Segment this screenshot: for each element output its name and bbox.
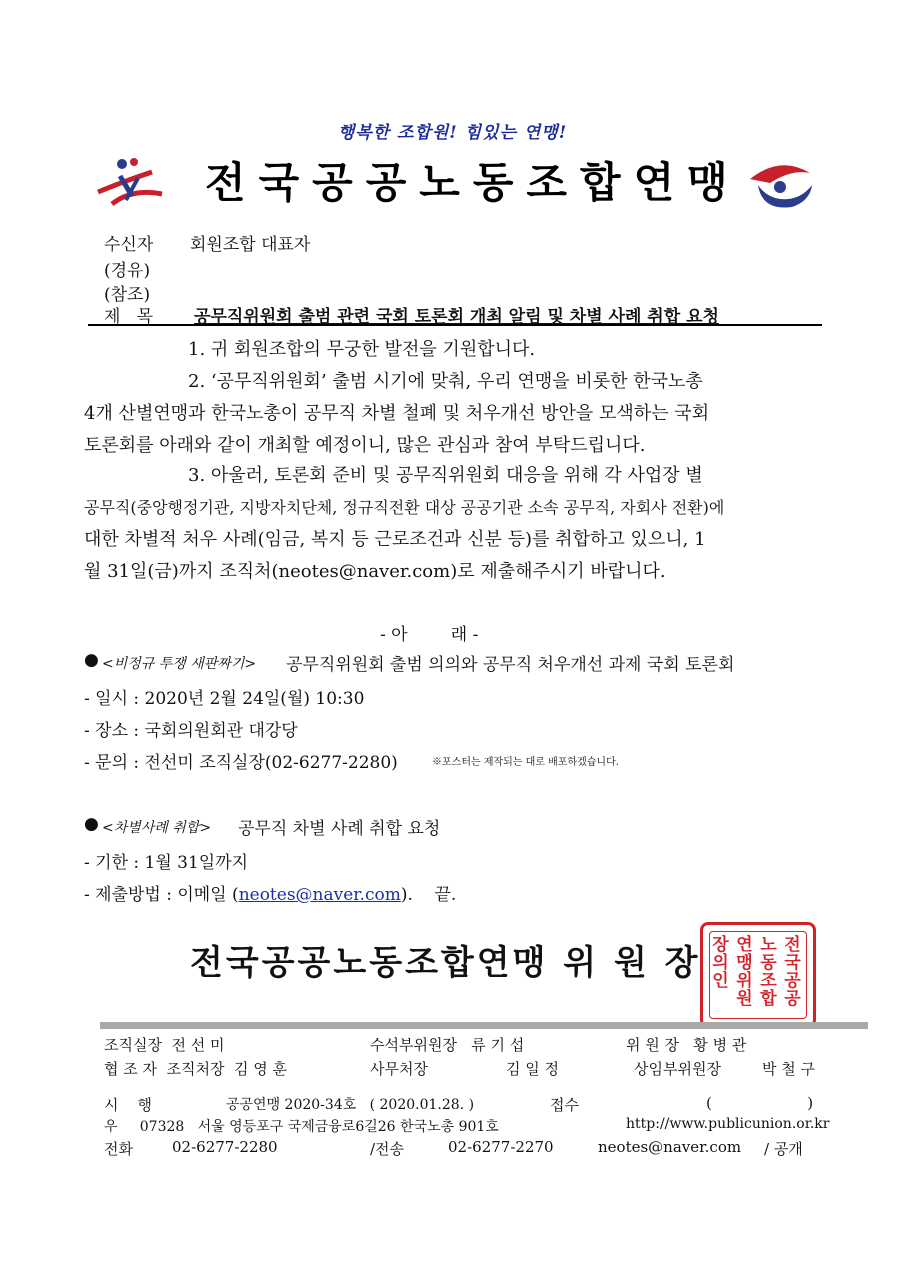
footer-disclosure: / 공개 <box>764 1140 803 1158</box>
union-logo-right-icon <box>740 155 820 215</box>
footer-standing-vice-name: 박 철 구 <box>762 1060 816 1078</box>
method-prefix: - 제출방법 : 이메일 ( <box>84 885 239 905</box>
footer-phone: 02-6277-2280 <box>172 1138 278 1156</box>
event-contact: - 문의 : 전선미 조직실장(02-6277-2280) <box>84 753 398 773</box>
footer-vice-chair: 수석부위원장 류 기 섭 <box>370 1036 525 1054</box>
recipient-value: 회원조합 대표자 <box>190 235 311 255</box>
footer-email[interactable]: neotes@naver.com <box>598 1138 742 1156</box>
section1-bullet: ● <box>84 650 99 670</box>
poster-note: ※포스터는 제작되는 대로 배포하겠습니다. <box>432 757 619 768</box>
subject-label: 제 목 <box>104 307 154 327</box>
email-link[interactable]: neotes@naver.com <box>238 885 401 905</box>
recipient-label: 수신자 <box>104 235 154 255</box>
subject-value: 공무직위원회 출범 관련 국회 토론회 개최 알림 및 차별 사례 취합 요청 <box>194 307 719 327</box>
section2-title: 공무직 차별 사례 취합 요청 <box>238 819 441 839</box>
seal-text: 전국공공 <box>780 935 800 1007</box>
footer-secretary-title: 사무처장 <box>370 1060 428 1078</box>
paragraph-1: 1. 귀 회원조합의 무궁한 발전을 기원합니다. <box>188 339 536 360</box>
submission-method <box>84 880 456 905</box>
seal-text: 노동조합 <box>756 935 776 1007</box>
footer-fax: 02-6277-2270 <box>448 1138 554 1156</box>
footer-phone-label: 전화 <box>104 1140 133 1158</box>
via-label: (경유) <box>104 261 151 281</box>
paragraph-2-line: 2. ‘공무직위원회’ 출범 시기에 맞춰, 우리 연맹을 비롯한 한국노총 <box>188 371 703 392</box>
footer-receipt-label: 접수 <box>550 1096 579 1114</box>
signature: 전국공공노동조합연맹 위 원 장 <box>190 943 701 983</box>
footer-website[interactable]: http://www.publicunion.or.kr <box>626 1116 830 1132</box>
footer-chair: 위 원 장 황 병 관 <box>626 1036 747 1054</box>
official-seal <box>700 922 816 1028</box>
paragraph-3-line: 월 31일(금)까지 조직처(neotes@naver.com)로 제출해주시기 바랍니다. <box>84 561 666 582</box>
section2-tag: <차별사례 취합> <box>102 820 212 836</box>
org-title: 전국공공노동조합연맹 <box>205 158 741 207</box>
seal-text: 장의인 <box>708 935 728 989</box>
footer-divider <box>100 1022 868 1029</box>
section2-bullet: ● <box>84 814 99 834</box>
footer-issue-label: 시 행 <box>104 1096 153 1114</box>
notice-heading: - 아 래 - <box>380 625 479 645</box>
footer-cooperator: 협 조 자 조직처장 김 영 훈 <box>104 1060 288 1078</box>
footer-receipt-value: ( ) <box>706 1094 814 1112</box>
deadline: - 기한 : 1월 31일까지 <box>84 853 249 873</box>
paragraph-3-line: 3. 아울러, 토론회 준비 및 공무직위원회 대응을 위해 각 사업장 별 <box>188 465 703 486</box>
footer-secretary-name: 김 일 정 <box>506 1060 560 1078</box>
section1-tag: <비정규 투쟁 새판짜기> <box>102 656 257 672</box>
event-place: - 장소 : 국회의원회관 대강당 <box>84 721 298 741</box>
paragraph-2-line: 토론회를 아래와 같이 개최할 예정이니, 많은 관심과 참여 부탁드립니다. <box>84 435 646 456</box>
paragraph-2-line: 4개 산별연맹과 한국노총이 공무직 차별 철폐 및 처우개선 방안을 모색하는 국회 <box>84 403 710 424</box>
footer-issue-number: 공공연맹 2020-34호 ( 2020.01.28. ) <box>226 1097 475 1113</box>
union-logo-left-icon <box>92 152 170 212</box>
event-date: - 일시 : 2020년 2월 24일(월) 10:30 <box>84 689 365 709</box>
method-suffix: ). 끝. <box>400 885 457 905</box>
paragraph-3-line: 대한 차별적 처우 사례(임금, 복지 등 근로조건과 신분 등)를 취합하고 있으니, 1 <box>84 529 706 550</box>
slogan: 행복한 조합원! 힘있는 연맹! <box>337 123 568 143</box>
ref-label: (참조) <box>104 285 151 305</box>
footer-standing-vice-title: 상임부위원장 <box>634 1060 721 1078</box>
footer-fax-label: /전송 <box>370 1140 405 1158</box>
footer-address: 우 07328 서울 영등포구 국제금융로6길26 한국노총 901호 <box>104 1119 499 1135</box>
section1-title: 공무직위원회 출범 의의와 공무직 처우개선 과제 국회 토론회 <box>286 655 735 675</box>
seal-text: 연맹위원 <box>732 935 752 1007</box>
paragraph-3-line: 공무직(중앙행정기관, 지방자치단체, 정규직전환 대상 공공기관 소속 공무직, 자회사 전환)에 <box>84 498 725 517</box>
footer-author: 조직실장 전 선 미 <box>104 1036 225 1054</box>
subject-divider <box>88 324 822 326</box>
